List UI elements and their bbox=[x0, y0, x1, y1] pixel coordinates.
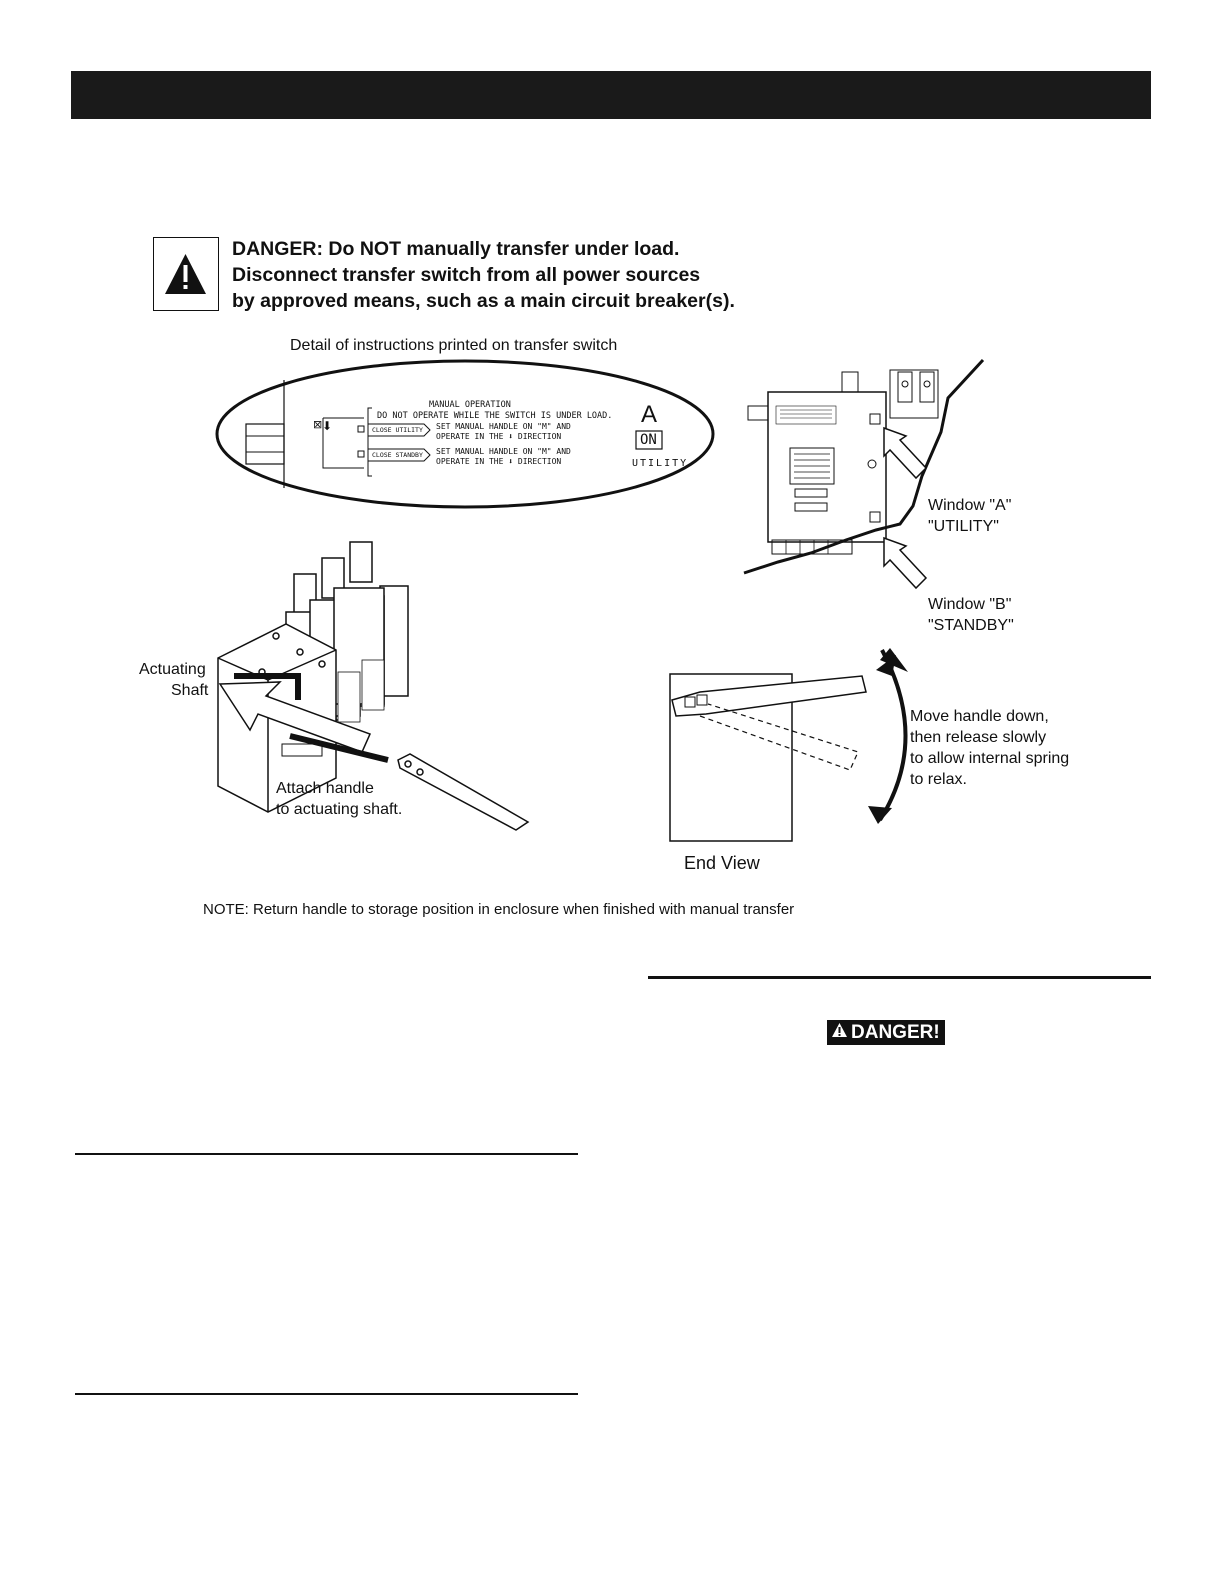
end-view-label: End View bbox=[684, 853, 760, 873]
storage-note: NOTE: Return handle to storage position in enclosure when finished with manual transfer bbox=[203, 901, 795, 918]
detail-title: MANUAL OPERATION bbox=[429, 400, 511, 410]
window-b-label-1: Window "B" bbox=[928, 596, 1012, 613]
switch-panel-drawing bbox=[744, 360, 983, 588]
window-b-label-2: "STANDBY" bbox=[928, 617, 1014, 634]
attach-label-1: Attach handle bbox=[276, 780, 374, 797]
close-standby-line-1: SET MANUAL HANDLE ON "M" AND bbox=[436, 447, 571, 456]
move-label-4: to relax. bbox=[910, 771, 967, 788]
close-standby-line-2: OPERATE IN THE ⬇ DIRECTION bbox=[436, 457, 562, 466]
window-state: ON bbox=[640, 432, 657, 448]
close-utility-label: CLOSE UTILITY bbox=[372, 426, 423, 434]
close-utility-line-1: SET MANUAL HANDLE ON "M" AND bbox=[436, 422, 571, 431]
x-mark-icon: ⊠ bbox=[313, 419, 323, 431]
window-source: UTILITY bbox=[632, 458, 689, 469]
move-label-2: then release slowly bbox=[910, 729, 1047, 746]
move-label-3: to allow internal spring bbox=[910, 750, 1070, 767]
attach-label-2: to actuating shaft. bbox=[276, 801, 403, 818]
section-rule-right bbox=[648, 976, 1151, 979]
window-letter: A bbox=[641, 401, 658, 428]
end-view-drawing bbox=[670, 648, 908, 841]
actuating-label-2: Shaft bbox=[171, 682, 209, 699]
danger-badge bbox=[827, 1020, 945, 1045]
warning-triangle-icon bbox=[831, 1020, 848, 1045]
close-utility-line-2: OPERATE IN THE ⬇ DIRECTION bbox=[436, 432, 562, 441]
close-standby-label: CLOSE STANDBY bbox=[372, 451, 423, 459]
section-rule-left-1 bbox=[75, 1153, 578, 1155]
danger-line-1: DANGER: Do NOT manually transfer under load. bbox=[232, 238, 680, 260]
actuating-label-1: Actuating bbox=[139, 661, 206, 678]
move-label-1: Move handle down, bbox=[910, 708, 1049, 725]
section-rule-left-2 bbox=[75, 1393, 578, 1395]
window-a-label-1: Window "A" bbox=[928, 497, 1012, 514]
danger-line-3: by approved means, such as a main circuit breaker(s). bbox=[232, 290, 735, 312]
danger-badge-text: DANGER! bbox=[851, 1022, 940, 1043]
down-arrow-icon: ⬇ bbox=[322, 419, 333, 433]
danger-line-2: Disconnect transfer switch from all power sources bbox=[232, 264, 701, 286]
detail-warning-line: DO NOT OPERATE WHILE THE SWITCH IS UNDER LOAD. bbox=[377, 411, 613, 421]
detail-caption: Detail of instructions printed on transfer switch bbox=[290, 337, 618, 354]
window-a-label-2: "UTILITY" bbox=[928, 518, 999, 535]
